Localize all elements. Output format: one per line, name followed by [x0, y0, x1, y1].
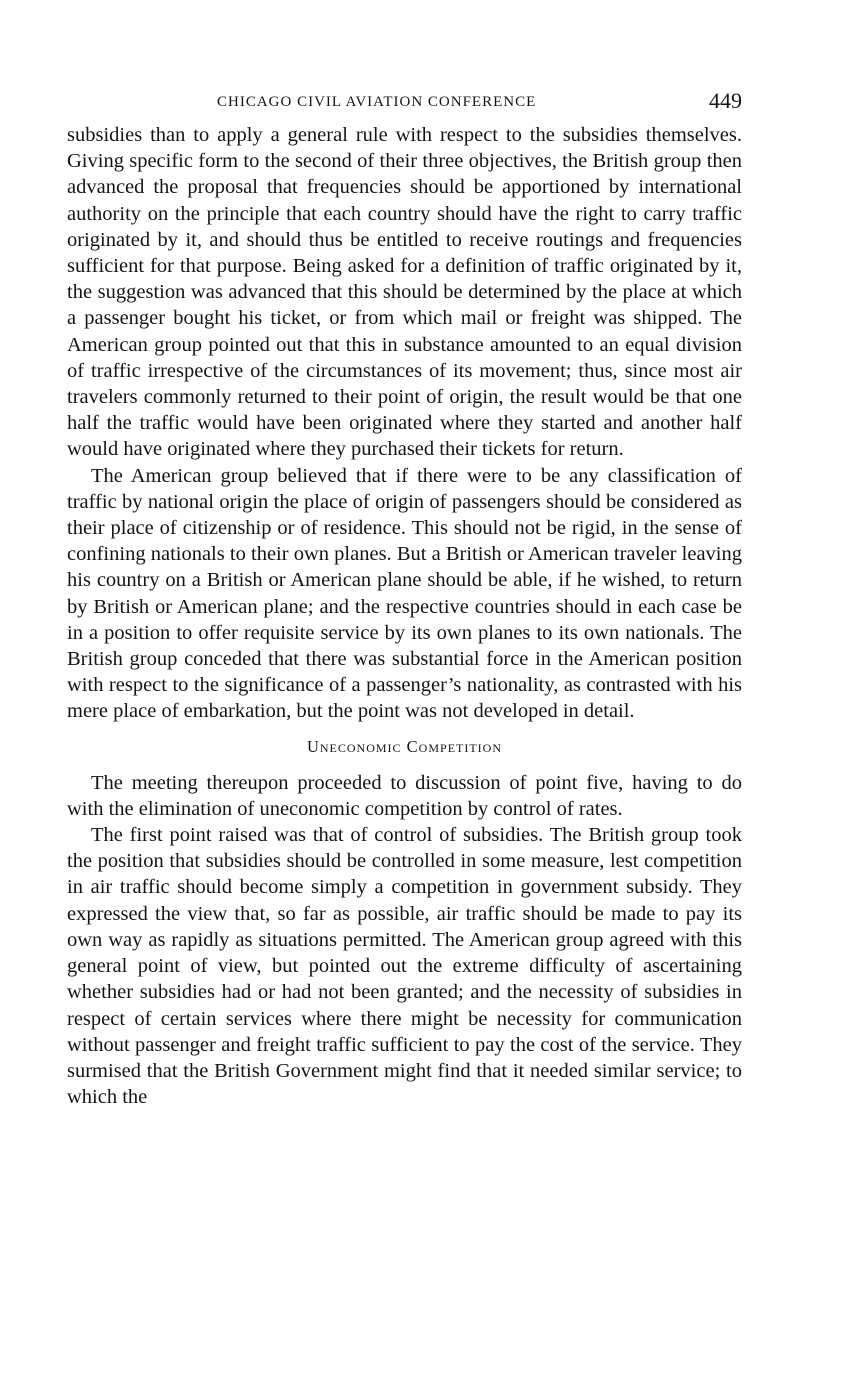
- body-text: [67, 122, 742, 1110]
- running-title: CHICAGO CIVIL AVIATION CONFERENCE: [217, 94, 537, 110]
- page-number: 449: [709, 88, 742, 113]
- book-page: [67, 88, 742, 1110]
- paragraph: The American group believed that if there were to be any classification of traffic by national origin the place of origin of passengers should be considered as their place of citizenship or of residence. This should not be rigid, in the sense of confining nationals to their own planes. But a British or American traveler leaving his country on a British or American plane should be able, if he wished, to return by British or American plane; and the respective countries should in each case be in a position to offer requisite service by its own planes to its own nationals. The British group conceded that there was substantial force in the American position with respect to the significance of a passenger’s nationality, as contrasted with his mere place of embarkation, but the point was not developed in detail.: [67, 464, 742, 723]
- paragraph: The first point raised was that of control of subsidies. The British group took the position that subsidies should be controlled in some measure, lest competition in air traffic should become simply a competition in government subsidy. They expressed the view that, so far as possible, air traffic should be made to pay its own way as rapidly as situations permitted. The American group agreed with this general point of view, but pointed out the extreme difficulty of ascertaining whether subsidies had or had not been granted; and the necessity of subsidies in respect of certain services where there might be necessity for communication without passenger and freight traffic sufficient to pay the cost of the service. They surmised that the British Government might find that it needed similar service; to which the: [67, 824, 742, 1109]
- paragraph: The meeting thereupon proceeded to discussion of point five, having to do with the elimination of uneconomic competition by control of rates.: [67, 771, 742, 820]
- paragraph: subsidies than to apply a general rule with respect to the subsidies themselves. Giving specific form to the second of their three objectives, the British group then advanced the proposal that frequencies should be apportioned by international authority on the principle that each country should have the right to carry traffic originated by it, and should thus be entitled to receive routings and frequencies sufficient for that purpose. Being asked for a definition of traffic originated by it, the suggestion was advanced that this should be determined by the place at which a passenger bought his ticket, or from which mail or freight was shipped. The American group pointed out that this in substance amounted to an equal division of traffic irrespective of the circumstances of its movement; thus, since most air travelers commonly returned to their point of origin, the result would be that one half the traffic would have been originated where they started and another half would have originated where they purchased their tickets for return.: [67, 124, 742, 461]
- running-head: [67, 88, 742, 118]
- section-heading: Uneconomic Competition: [306, 736, 503, 756]
